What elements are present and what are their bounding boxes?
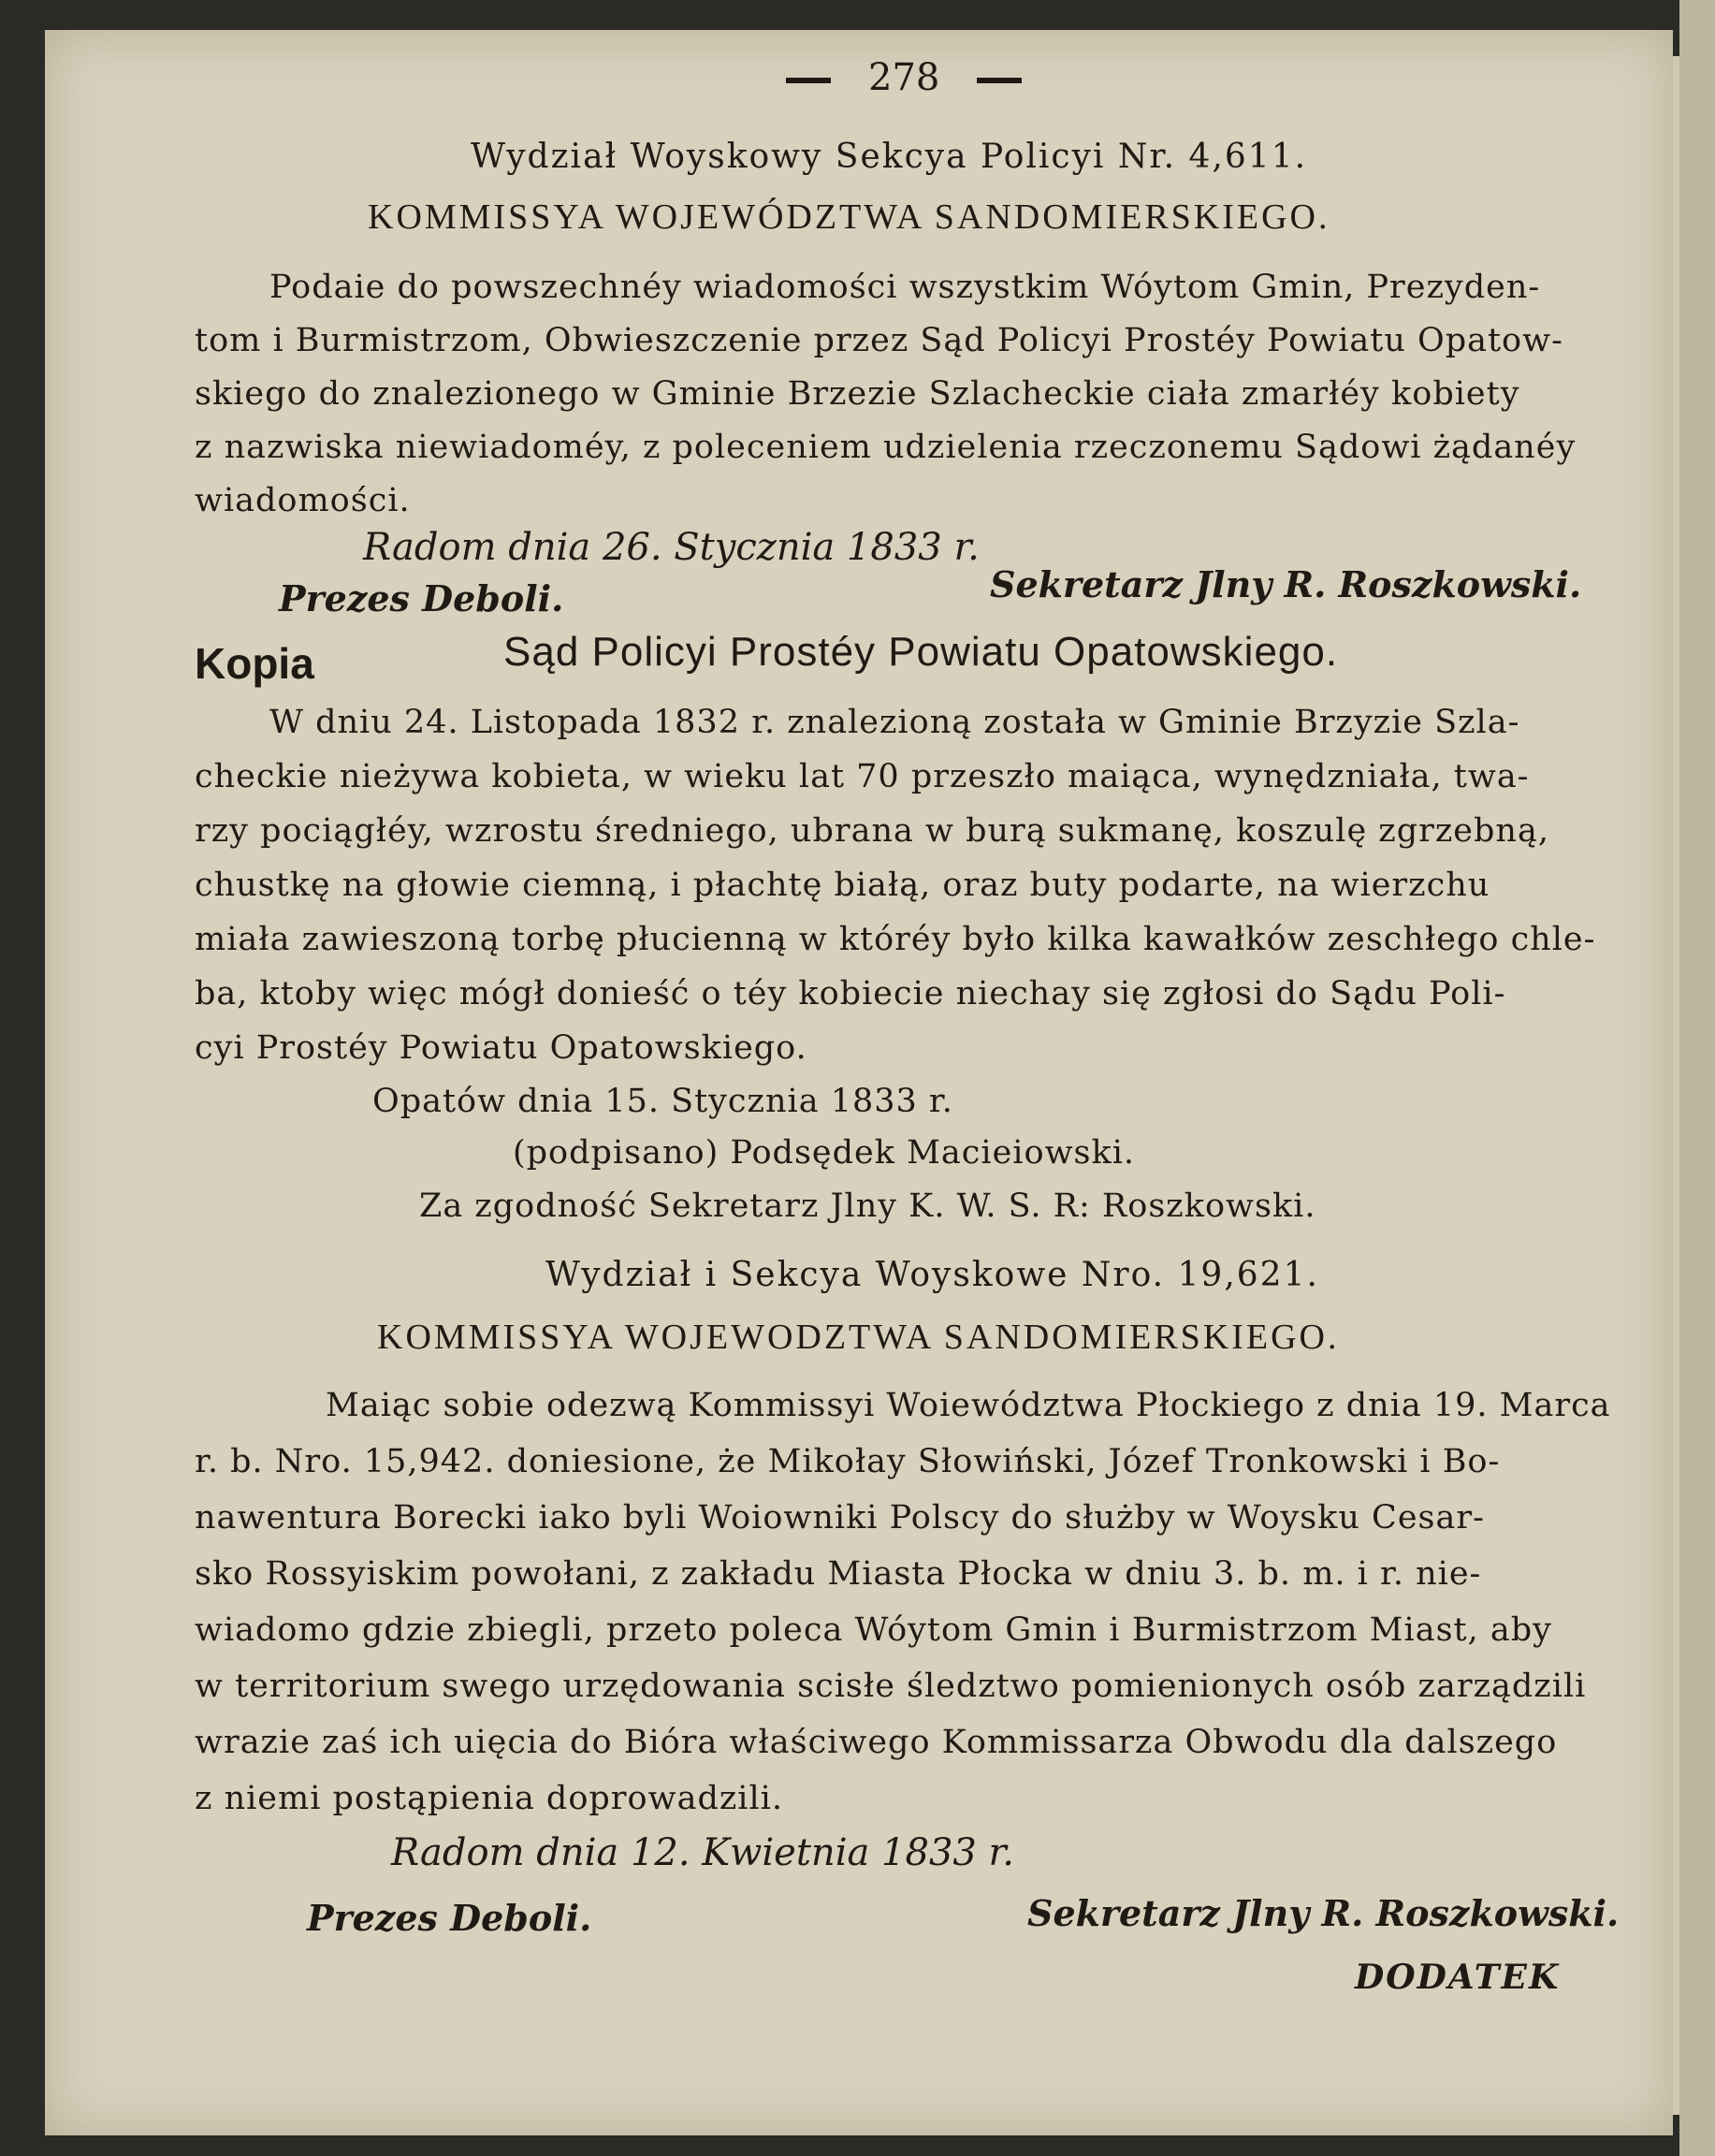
copy-body-line: rzy pociągłéy, wzrostu średniego, ubrana w burą sukmanę, koszulę zgrzebną,: [195, 812, 1549, 850]
copy-body-line: checkie nieżywa kobieta, w wieku lat 70 przeszło maiąca, wynędzniała, twa-: [195, 758, 1530, 795]
section2-body-line: wiadomo gdzie zbiegli, przeto poleca Wóytom Gmin i Burmistrzom Miast, aby: [195, 1611, 1552, 1649]
section2-department: Wydział i Sekcya Woyskowe Nro. 19,621.: [545, 1256, 1319, 1294]
dash-right: [977, 78, 1022, 83]
section1-date: Radom dnia 26. Stycznia 1833 r.: [363, 526, 980, 569]
section1-body-line: wiadomości.: [195, 482, 411, 519]
section2-body-line: z niemi postąpienia doprowadzili.: [195, 1780, 783, 1817]
copy-label: Kopia: [195, 639, 314, 688]
section2-date: Radom dnia 12. Kwietnia 1833 r.: [391, 1831, 1014, 1874]
copy-body-line: chustkę na głowie ciemną, i płachtę białą, oraz buty podarte, na wierzchu: [195, 867, 1490, 904]
section1-secretary: Sekretarz Jlny R. Roszkowski.: [990, 563, 1582, 605]
section1-commission: KOMMISSYA WOJEWÓDZTWA SANDOMIERSKIEGO.: [368, 197, 1330, 237]
copy-court: Sąd Policyi Prostéy Powiatu Opatowskiego.: [503, 629, 1339, 675]
section1-department: Wydział Woyskowy Sekcya Policyi Nr. 4,611.: [471, 138, 1308, 176]
copy-body-line: miała zawieszoną torbę płucienną w któréy było kilka kawałków zeschłego chle-: [195, 921, 1596, 958]
section2-body-line: w territorium swego urzędowania scisłe śledztwo pomienionych osób zarządzili: [195, 1668, 1587, 1705]
section1-body-line: z nazwiska niewiadoméy, z poleceniem udzielenia rzeczonemu Sądowi żądanéy: [195, 429, 1577, 466]
copy-body-line: ba, ktoby więc mógł donieść o téy kobiecie niechay się zgłosi do Sądu Poli-: [195, 975, 1506, 1012]
section2-body-line: wrazie zaś ich uięcia do Bióra właściwego Kommissarza Obwodu dla dalszego: [195, 1724, 1558, 1761]
section2-president: Prezes Deboli.: [307, 1897, 592, 1939]
copy-date: Opatów dnia 15. Stycznia 1833 r.: [372, 1083, 953, 1120]
section2-body-line: sko Rossyiskim powołani, z zakładu Miasta Płocka w dniu 3. b. m. i r. nie-: [195, 1555, 1482, 1593]
section1-body-line: tom i Burmistrzom, Obwieszczenie przez Sąd Policyi Prostéy Powiatu Opatow-: [195, 322, 1563, 359]
section2-body-line: r. b. Nro. 15,942. doniesione, że Mikołay Słowiński, Józef Tronkowski i Bo-: [195, 1443, 1501, 1480]
section1-body-line: Podaie do powszechnéy wiadomości wszystkim Wóytom Gmin, Prezyden-: [269, 269, 1541, 306]
copy-signed: (podpisano) Podsędek Macieiowski.: [513, 1134, 1136, 1172]
book-spine: [1679, 0, 1715, 2156]
copy-body-line: W dniu 24. Listopada 1832 r. znalezioną została w Gminie Brzyzie Szla-: [269, 704, 1520, 741]
copy-body-line: cyi Prostéy Powiatu Opatowskiego.: [195, 1029, 807, 1067]
section2-commission: KOMMISSYA WOJEWODZTWA SANDOMIERSKIEGO.: [377, 1318, 1340, 1357]
section1-president: Prezes Deboli.: [279, 577, 564, 619]
section2-body-line: nawentura Borecki iako byli Woiowniki Polscy do służby w Woysku Cesar-: [195, 1499, 1485, 1537]
section2-secretary: Sekretarz Jlny R. Roszkowski.: [1027, 1892, 1620, 1934]
catchword: DODATEK: [1355, 1958, 1561, 1997]
page-number-line: [748, 56, 1059, 99]
scanned-page: [45, 30, 1673, 2135]
section2-body-line: Maiąc sobie odezwą Kommissyi Woiewództwa Płockiego z dnia 19. Marca: [326, 1387, 1611, 1424]
dash-left: [786, 78, 831, 83]
page-number: 278: [868, 56, 940, 99]
section1-body-line: skiego do znalezionego w Gminie Brzezie Szlacheckie ciała zmarłéy kobiety: [195, 375, 1520, 413]
copy-conformity: Za zgodność Sekretarz Jlny K. W. S. R: Roszkowski.: [419, 1187, 1316, 1225]
